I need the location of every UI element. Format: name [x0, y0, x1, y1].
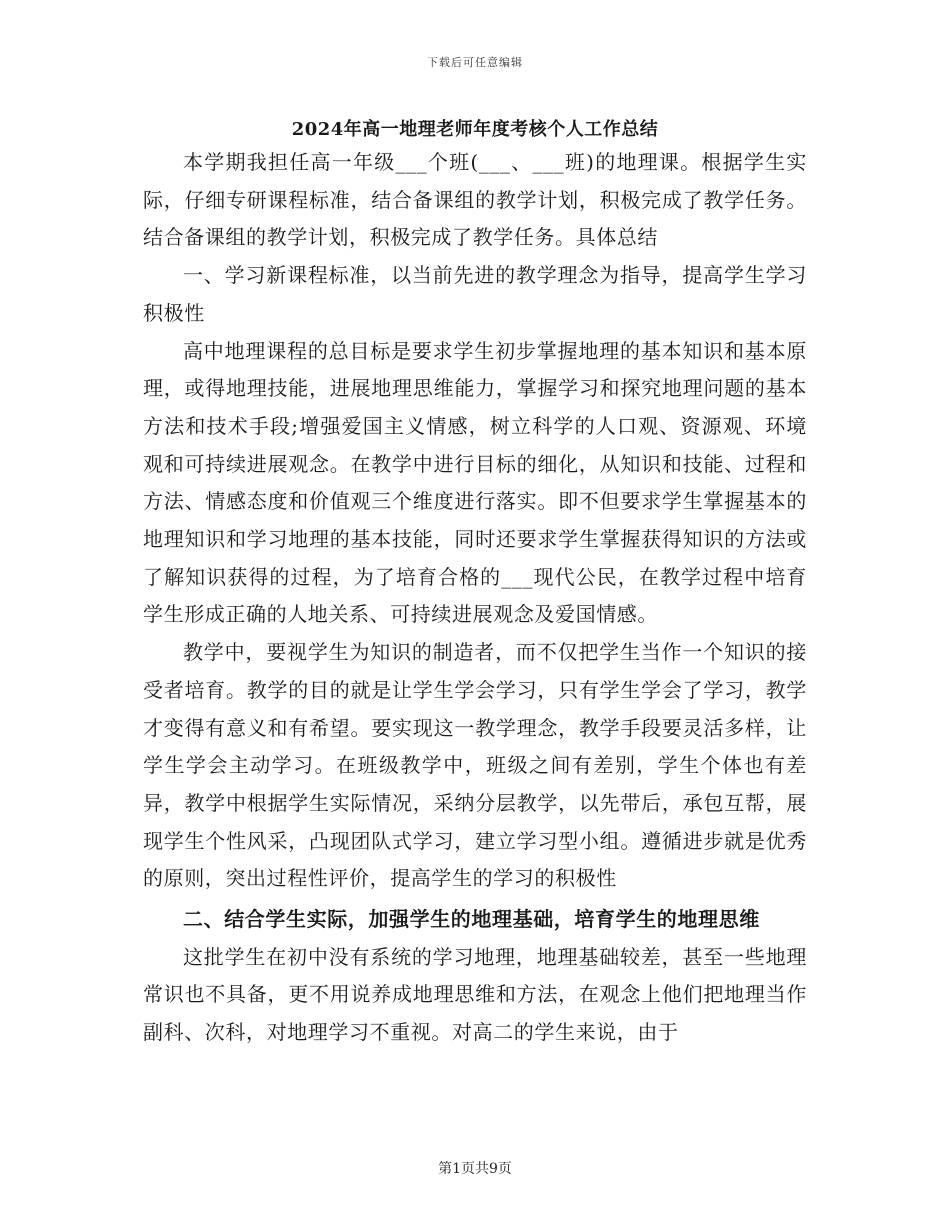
- header-note: 下载后可任意编辑: [427, 56, 523, 69]
- document-title: 2024年高一地理老师年度考核个人工作总结: [291, 119, 659, 140]
- section-heading-1: 一、学习新课程标准，以当前先进的教学理念为指导，提高学生学习积极性: [143, 263, 807, 325]
- document-body: [143, 144, 807, 1052]
- paragraph-teaching-approach: 教学中，要视学生为知识的制造者，而不仅把学生当作一个知识的接受者培育。教学的目的就是让学生学会学习，只有学生学会了学习，教学才变得有意义和有希望。要实现这一教学理念，教学手段要灵活多样，让学生学会主动学习。在班级教学中，班级之间有差别，学生个体也有差异，教学中根据学生实际情况，采纳分层教学，以先带后，承包互帮，展现学生个性风采，凸现团队式学习，建立学习型小组。遵循进步就是优秀的原则，突出过程性评价，提高学生的学习的积极性: [143, 640, 807, 891]
- paragraph-student-background: 这批学生在初中没有系统的学习地理，地理基础较差，甚至一些地理常识也不具备，更不用说养成地理思维和方法，在观念上他们把地理当作副科、次科，对地理学习不重视。对高二的学生来说，由于: [143, 944, 807, 1045]
- page-number-footer: 第1页共9页: [438, 1161, 512, 1177]
- paragraph-intro: 本学期我担任高一年级___个班(___、___班)的地理课。根据学生实际，仔细专研课程标准，结合备课组的教学计划，积极完成了教学任务。结合备课组的教学计划，积极完成了教学任务。具体总结: [143, 150, 807, 250]
- section-heading-2: 二、结合学生实际，加强学生的地理基础，培育学生的地理思维: [183, 907, 760, 932]
- paragraph-curriculum-goals: 高中地理课程的总目标是要求学生初步掌握地理的基本知识和基本原理，或得地理技能，进展地理思维能力，掌握学习和探究地理问题的基本方法和技术手段;增强爱国主义情感，树立科学的人口观、资源观、环境观和可持续进展观念。在教学中进行目标的细化，从知识和技能、过程和方法、情感态度和价值观三个维度进行落实。即不但要求学生掌握基本的地理知识和学习地理的基本技能，同时还要求学生掌握获得知识的方法或了解知识获得的过程，为了培育合格的___现代公民，在教学过程中培育学生形成正确的人地关系、可持续进展观念及爱国情感。: [143, 338, 807, 627]
